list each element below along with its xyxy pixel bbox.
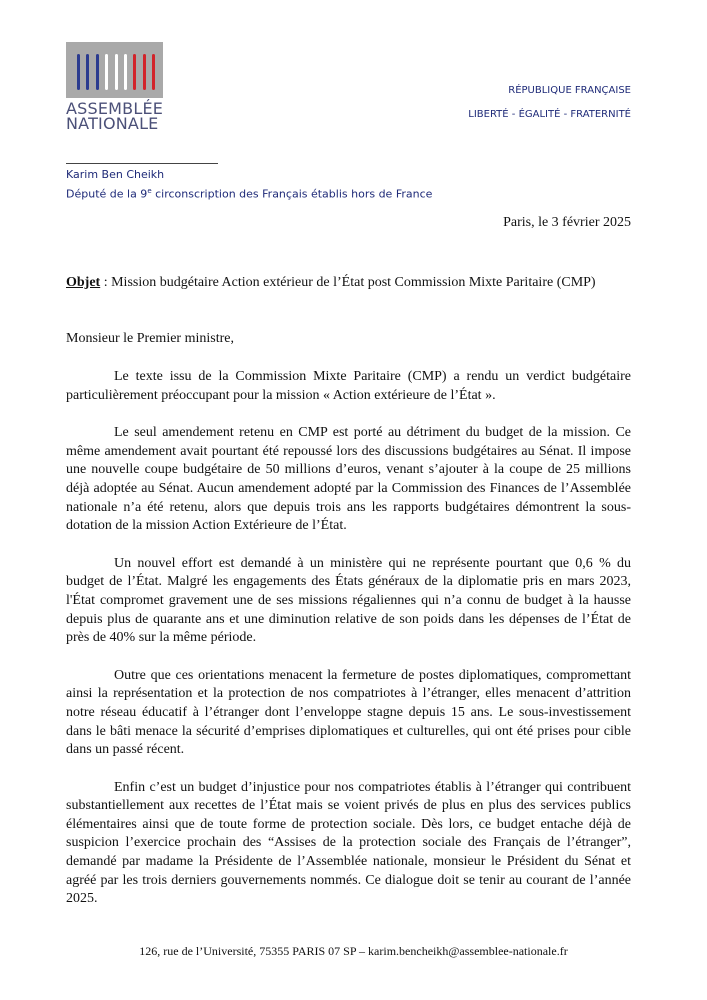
- letter-object: [66, 275, 596, 291]
- logo-stripe: [96, 54, 99, 90]
- logo-stripes: [77, 54, 152, 90]
- logo-stripe: [86, 54, 89, 90]
- assemblee-nationale-logo: [66, 42, 166, 131]
- logo-stripe: [152, 54, 155, 90]
- sender-title-pre: Député de la 9: [66, 187, 148, 201]
- logo-stripe: [105, 54, 108, 90]
- devise: LIBERTÉ - ÉGALITÉ - FRATERNITÉ: [468, 109, 631, 120]
- logo-emblem: [66, 42, 163, 98]
- logo-stripe: [124, 54, 127, 90]
- logo-stripe: [115, 54, 118, 90]
- salutation: Monsieur le Premier ministre,: [66, 331, 234, 346]
- republique-francaise: RÉPUBLIQUE FRANÇAISE: [508, 85, 631, 96]
- logo-line-1: ASSEMBLÉE: [66, 99, 164, 118]
- republique-header: [468, 85, 631, 120]
- sender-title-post: circonscription des Français établis hors de France: [151, 187, 433, 201]
- paragraph: Outre que ces orientations menacent la fermeture de postes diplomatiques, compromettant ainsi la représentation et la protection de nos compatriotes à l’étranger, elles menacent d’attrition notre réseau éducatif à l’étranger dont l’enveloppe stagne depuis 15 ans. Le sous-investissement dans le bâti menace la sécurité d’emprises diplomatiques et culturelles, qui ont été prises pour cible dans un passé récent.: [66, 667, 631, 758]
- logo-stripe: [77, 54, 80, 90]
- paragraph: Un nouvel effort est demandé à un ministère qui ne représente pourtant que 0,6 % du budget de l’État. Malgré les engagements des États généraux de la diplomatie pris en mars 2023, l'État compromet gravement une de ses missions régaliennes qui n’a connu de budget à la hausse depuis plus de quarante ans et une diminution relative de son poids dans les dépenses de l’État de près de 40% sur la même période.: [66, 555, 631, 646]
- sender-block: [66, 167, 432, 203]
- separator-line: [66, 163, 218, 164]
- logo-stripe: [133, 54, 136, 90]
- paragraph: Le texte issu de la Commission Mixte Paritaire (CMP) a rendu un verdict budgétaire particulièrement préoccupant pour la mission « Action extérieure de l’État ».: [66, 369, 631, 403]
- paragraph: Enfin c’est un budget d’injustice pour nos compatriotes établis à l’étranger qui contribuent substantiellement aux recettes de l’État mais se voient privés de plus en plus des services publics élémentaires ainsi que de toute forme de protection sociale. Dès lors, ce budget entache déjà de suspicion l’exercice prochain des “Assises de la protection sociale des Français de l’étranger”, demandé par madame la Présidente de l’Assemblée nationale, monsieur le Président du Sénat et agréé par les trois derniers gouvernements nommés. Ce dialogue doit se tenir au courant de l’année 2025.: [66, 779, 631, 907]
- object-text: : Mission budgétaire Action extérieur de l’État post Commission Mixte Paritaire (CMP): [100, 275, 596, 290]
- letter-body: [66, 368, 631, 928]
- sender-title-sup: e: [147, 187, 152, 195]
- sender-title: [66, 183, 432, 203]
- logo-line-2: NATIONALE: [66, 114, 159, 133]
- letter-date: Paris, le 3 février 2025: [503, 215, 631, 230]
- sender-name: Karim Ben Cheikh: [66, 168, 165, 181]
- footer-address: 126, rue de l’Université, 75355 PARIS 07 SP – karim.bencheikh@assemblee-nationale.fr: [139, 944, 568, 958]
- object-label: Objet: [66, 275, 101, 290]
- logo-wordmark: [66, 101, 166, 131]
- logo-stripe: [143, 54, 146, 90]
- paragraph: Le seul amendement retenu en CMP est porté au détriment du budget de la mission. Ce même amendement avait pourtant été repoussé lors des discussions budgétaires au Sénat. Il impose une nouvelle coupe budgétaire de 50 millions d’euros, venant s’ajouter à la coupe de 25 millions déjà adoptée au Sénat. Aucun amendement adopté par la Commission des Finances de l’Assemblée nationale n’a été retenu, alors que depuis trois ans les rapports budgétaires démontrent la sous-dotation de la mission Action Extérieure de l’État.: [66, 425, 631, 534]
